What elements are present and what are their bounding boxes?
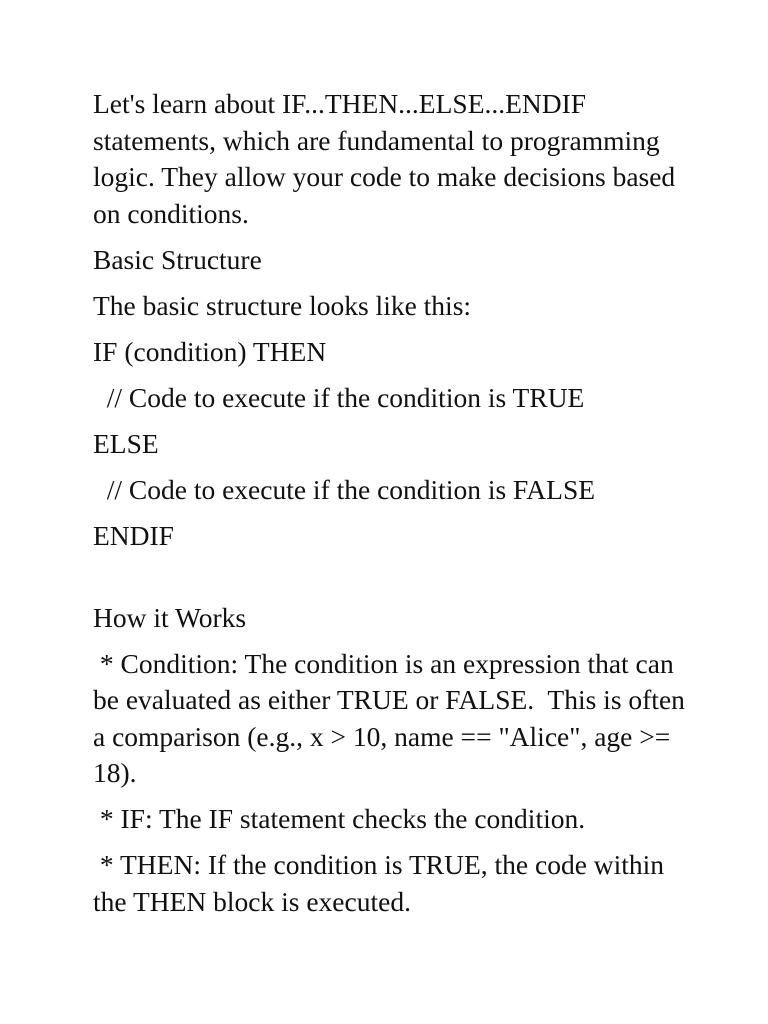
structure-description: The basic structure looks like this: (93, 289, 472, 321)
bullet-then: * THEN: If the condition is TRUE, the code within the THEN block is executed. (93, 849, 671, 917)
code-line-true-comment: // Code to execute if the condition is TRUE (93, 381, 585, 413)
intro-paragraph: Let's learn about IF...THEN...ELSE...ENDIF statements, which are fundamental to programming logic. They allow your code to make decisions based on conditions. (93, 88, 683, 229)
section-heading-basic-structure: Basic Structure (93, 243, 262, 275)
bullet-if: * IF: The IF statement checks the condition. (93, 803, 586, 834)
code-line-else: ELSE (93, 427, 159, 459)
code-line-false-comment: // Code to execute if the condition is FALSE (93, 473, 596, 505)
blank-line (93, 564, 693, 600)
code-line-endif: ENDIF (93, 519, 174, 551)
bullet-condition: * Condition: The condition is an expression that can be evaluated as either TRUE or FALSE. This is often a comparison (e.g., x > 10, name == "Alice", age >= 18). (93, 647, 692, 788)
code-line-if: IF (condition) THEN (93, 335, 327, 367)
document-body (93, 86, 693, 930)
section-heading-how-it-works: How it Works (93, 601, 247, 633)
